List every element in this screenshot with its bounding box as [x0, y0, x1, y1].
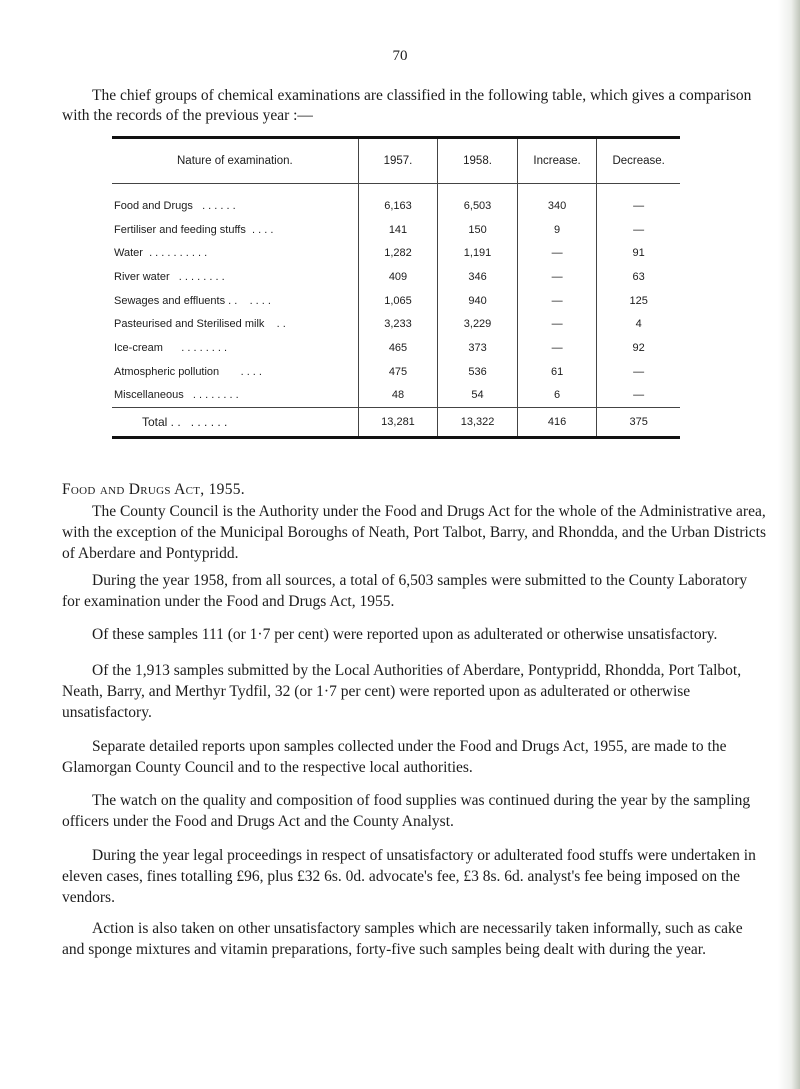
cell-decrease: 91: [597, 241, 680, 265]
body-paragraph: During the year legal proceedings in respect of unsatisfactory or adulterated food stuffs were undertaken in eleven cases, fines totalling £96, plus £32 6s. 0d. advocate's fee, £3 8s. 6d. analyst's fee being imposed on the vendors.: [62, 847, 756, 906]
cell-decrease: —: [597, 218, 680, 242]
total-1957: 13,281: [358, 408, 438, 437]
row-label: Fertiliser and feeding stuffs . . . .: [114, 223, 274, 236]
cell-increase: —: [517, 289, 597, 313]
table-header-row: [112, 138, 680, 184]
cell-1957: 409: [358, 265, 438, 289]
table-row: [112, 289, 680, 313]
cell-1958: 3,229: [438, 312, 518, 336]
section-heading: Food and Drugs Act, 1955.: [62, 481, 245, 498]
table-row: [112, 184, 680, 218]
header-1957: 1957.: [358, 138, 438, 184]
header-1958: 1958.: [438, 138, 518, 184]
page-number: 70: [392, 48, 408, 64]
cell-increase: —: [517, 241, 597, 265]
row-label: Sewages and effluents . . . . . .: [114, 294, 271, 307]
examinations-table: [112, 136, 680, 439]
body-paragraph: Of the 1,913 samples submitted by the Local Authorities of Aberdare, Pontypridd, Rhondda, Port Talbot, Neath, Barry, and Merthyr Tydfil, 32 (or 1·7 per cent) were reported upon as adulterated or otherwise unsatisfactory.: [62, 662, 742, 721]
table-row: [112, 312, 680, 336]
cell-1957: 141: [358, 218, 438, 242]
header-decrease: Decrease.: [597, 138, 680, 184]
total-1958: 13,322: [438, 408, 518, 437]
cell-1958: 54: [438, 384, 518, 408]
table-row: [112, 336, 680, 360]
body-paragraph: The watch on the quality and composition of food supplies was continued during the year by the sampling officers under the Food and Drugs Act and the County Analyst.: [62, 792, 751, 830]
intro-paragraph: The chief groups of chemical examinations are classified in the following table, which gives a comparison with the records of the previous year :—: [62, 87, 752, 124]
cell-1957: 1,065: [358, 289, 438, 313]
table-row: [112, 384, 680, 408]
cell-increase: 61: [517, 360, 597, 384]
cell-1957: 6,163: [358, 184, 438, 218]
row-label: River water . . . . . . . .: [114, 270, 225, 283]
row-label: Atmospheric pollution . . . .: [114, 365, 262, 378]
cell-decrease: —: [597, 384, 680, 408]
body-paragraph: Separate detailed reports upon samples collected under the Food and Drugs Act, 1955, are made to the Glamorgan County Council and to the respective local authorities.: [62, 738, 727, 776]
cell-1957: 465: [358, 336, 438, 360]
header-nature: Nature of examination.: [112, 138, 358, 184]
cell-1957: 48: [358, 384, 438, 408]
cell-increase: —: [517, 312, 597, 336]
body-paragraph: Of these samples 111 (or 1·7 per cent) were reported upon as adulterated or otherwise unsatisfactory.: [92, 626, 718, 643]
row-label: Pasteurised and Sterilised milk . .: [114, 318, 286, 331]
page-edge-shadow: [778, 0, 800, 1089]
cell-decrease: 125: [597, 289, 680, 313]
row-label: Food and Drugs . . . . . .: [114, 199, 236, 212]
cell-1958: 6,503: [438, 184, 518, 218]
cell-1957: 3,233: [358, 312, 438, 336]
row-label: Miscellaneous . . . . . . . .: [114, 389, 239, 402]
table-row: [112, 360, 680, 384]
cell-increase: 9: [517, 218, 597, 242]
total-decrease: 375: [597, 408, 680, 437]
table-row: [112, 218, 680, 242]
cell-decrease: 63: [597, 265, 680, 289]
cell-decrease: —: [597, 360, 680, 384]
body-paragraph: During the year 1958, from all sources, a total of 6,503 samples were submitted to the County Laboratory for examination under the Food and Drugs Act, 1955.: [62, 572, 748, 610]
row-label: Ice-cream . . . . . . . .: [114, 341, 228, 354]
table-total-row: [112, 408, 680, 437]
cell-1957: 475: [358, 360, 438, 384]
cell-1958: 536: [438, 360, 518, 384]
cell-increase: 6: [517, 384, 597, 408]
cell-1958: 346: [438, 265, 518, 289]
cell-1958: 1,191: [438, 241, 518, 265]
cell-decrease: 92: [597, 336, 680, 360]
total-label: Total . . . . . . . .: [142, 415, 228, 430]
cell-1958: 150: [438, 218, 518, 242]
cell-increase: —: [517, 336, 597, 360]
header-increase: Increase.: [517, 138, 597, 184]
cell-1957: 1,282: [358, 241, 438, 265]
cell-1958: 373: [438, 336, 518, 360]
row-label: Water . . . . . . . . . .: [114, 247, 208, 260]
body-paragraph: The County Council is the Authority under the Food and Drugs Act for the whole of the Administrative area, with the exception of the Municipal Boroughs of Neath, Port Talbot, Barry, and Rhondda, and the Urban Districts of Aberdare and Pontypridd.: [62, 503, 767, 562]
cell-decrease: —: [597, 184, 680, 218]
cell-increase: —: [517, 265, 597, 289]
cell-decrease: 4: [597, 312, 680, 336]
total-increase: 416: [517, 408, 597, 437]
table-bottom-rule: [112, 436, 680, 439]
body-paragraph: Action is also taken on other unsatisfactory samples which are necessarily taken informally, such as cake and sponge mixtures and vitamin preparations, forty-five such samples being dealt with during the year.: [62, 920, 743, 958]
cell-1958: 940: [438, 289, 518, 313]
table-row: [112, 241, 680, 265]
table-row: [112, 265, 680, 289]
cell-increase: 340: [517, 184, 597, 218]
